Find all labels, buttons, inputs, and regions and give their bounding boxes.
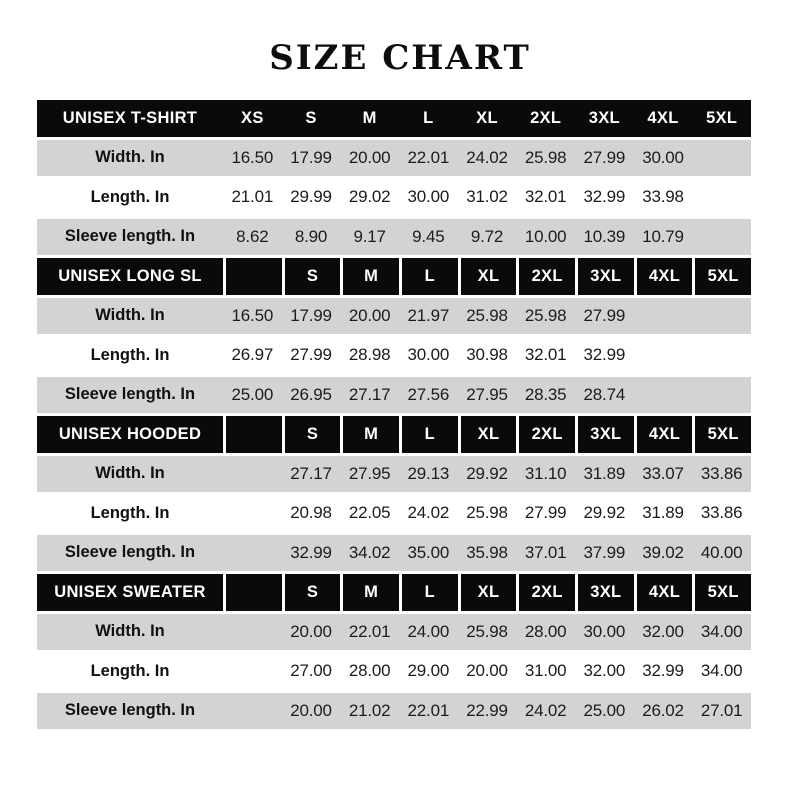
size-header-cell: 5XL — [706, 108, 738, 127]
value-cell: 34.02 — [348, 542, 391, 562]
measurement-row — [37, 219, 751, 256]
row-label-cell: Sleeve length. In — [64, 227, 196, 246]
value-cell: 34.00 — [700, 621, 743, 641]
size-header-cell: S — [285, 258, 341, 295]
value-cell: 9.72 — [470, 226, 504, 246]
row-label-cell: Sleeve length. In — [64, 543, 196, 562]
row-label-cell: Sleeve length. In — [64, 701, 196, 720]
size-header-cell: S — [285, 416, 341, 453]
value-cell: 21.01 — [231, 187, 274, 207]
value-cell: 37.01 — [524, 542, 567, 562]
value-cell: 25.00 — [583, 700, 626, 720]
value-cell: 33.07 — [642, 463, 684, 483]
value-cell: 27.99 — [290, 345, 332, 365]
measurement-row — [37, 337, 751, 374]
size-header-cell: 3XL — [588, 108, 620, 127]
value-cell: 32.00 — [583, 661, 626, 681]
value-cell: 9.45 — [412, 226, 445, 246]
value-cell: 22.99 — [466, 700, 508, 720]
value-cell: 20.00 — [348, 147, 391, 167]
size-header-cell: 4XL — [637, 416, 693, 453]
page-title: SIZE CHART — [269, 38, 531, 78]
value-cell: 24.02 — [407, 503, 450, 523]
row-label-cell: Length. In — [90, 187, 170, 206]
value-cell: 32.00 — [642, 621, 684, 641]
value-cell: 22.01 — [407, 700, 450, 720]
value-cell: 35.98 — [466, 542, 508, 562]
value-cell: 31.89 — [642, 503, 684, 523]
value-cell: 9.17 — [353, 226, 386, 246]
value-cell: 26.97 — [231, 345, 274, 365]
value-cell: 32.01 — [524, 345, 567, 365]
value-cell: 32.99 — [290, 542, 332, 562]
size-header-cell: 2XL — [519, 258, 575, 295]
value-cell: 31.02 — [466, 187, 508, 207]
value-cell: 28.74 — [583, 384, 626, 404]
measurement-row — [37, 614, 751, 651]
value-cell: 30.00 — [583, 621, 626, 641]
measurement-row — [37, 535, 751, 572]
section-title-cell: UNISEX LONG SL — [37, 258, 223, 295]
value-cell: 20.98 — [290, 503, 332, 523]
size-header-cell: XL — [461, 574, 517, 611]
value-cell: 29.00 — [407, 661, 450, 681]
value-cell: 16.50 — [231, 305, 274, 325]
value-cell: 22.01 — [407, 147, 450, 167]
value-cell: 33.86 — [700, 503, 743, 523]
size-header-cell: 3XL — [578, 416, 634, 453]
value-cell: 30.00 — [642, 147, 684, 167]
size-header-cell: 3XL — [578, 258, 634, 295]
value-cell: 26.02 — [642, 700, 684, 720]
size-chart-table — [37, 100, 751, 732]
value-cell: 33.86 — [700, 463, 743, 483]
value-cell: 27.17 — [348, 384, 391, 404]
value-cell: 17.99 — [290, 305, 332, 325]
value-cell: 27.99 — [583, 305, 626, 325]
value-cell: 27.99 — [524, 503, 567, 523]
value-cell: 27.56 — [407, 384, 450, 404]
value-cell: 34.00 — [700, 661, 743, 681]
value-cell: 32.99 — [583, 345, 626, 365]
size-header-cell: 2XL — [519, 416, 575, 453]
value-cell: 27.01 — [700, 700, 743, 720]
value-cell: 20.00 — [290, 621, 332, 641]
size-header-cell: 5XL — [695, 574, 751, 611]
measurement-row — [37, 456, 751, 493]
size-header-cell — [226, 258, 282, 295]
value-cell: 27.95 — [466, 384, 508, 404]
value-cell: 25.98 — [466, 621, 508, 641]
value-cell: 24.00 — [407, 621, 450, 641]
value-cell: 8.62 — [236, 226, 269, 246]
value-cell: 30.00 — [407, 187, 450, 207]
section-header-row — [37, 574, 751, 611]
value-cell: 21.02 — [348, 700, 391, 720]
value-cell: 25.98 — [466, 305, 508, 325]
value-cell: 27.17 — [290, 463, 332, 483]
value-cell: 22.01 — [348, 621, 391, 641]
size-header-cell — [226, 574, 282, 611]
value-cell: 32.99 — [642, 661, 684, 681]
value-cell: 20.00 — [466, 661, 508, 681]
value-cell: 16.50 — [231, 147, 274, 167]
value-cell: 27.99 — [583, 147, 626, 167]
size-header-cell: 2XL — [519, 574, 575, 611]
size-header-cell: M — [343, 574, 399, 611]
size-header-cell: 2XL — [530, 108, 562, 127]
size-header-cell: L — [402, 258, 458, 295]
value-cell: 17.99 — [290, 147, 332, 167]
value-cell: 30.00 — [407, 345, 450, 365]
row-label-cell: Width. In — [95, 622, 165, 641]
value-cell: 30.98 — [466, 345, 508, 365]
value-cell: 25.98 — [466, 503, 508, 523]
size-header-cell: XL — [461, 258, 517, 295]
measurement-row — [37, 693, 751, 730]
value-cell: 21.97 — [407, 305, 450, 325]
value-cell: 25.98 — [524, 305, 567, 325]
size-header-cell: 4XL — [637, 258, 693, 295]
size-header-cell: XL — [461, 416, 517, 453]
row-label-cell: Length. In — [90, 345, 170, 364]
size-header-cell: 4XL — [647, 108, 679, 127]
measurement-row — [37, 140, 751, 177]
section-header-row — [37, 100, 751, 137]
row-label-cell: Width. In — [95, 464, 165, 483]
size-header-cell: XS — [241, 108, 264, 127]
section-title-cell: UNISEX T-SHIRT — [62, 108, 198, 127]
value-cell: 31.00 — [524, 661, 567, 681]
row-label-cell: Length. In — [90, 503, 170, 522]
section-header-row — [37, 258, 751, 295]
value-cell: 10.79 — [642, 226, 684, 246]
size-header-cell: 3XL — [578, 574, 634, 611]
value-cell: 29.92 — [583, 503, 626, 523]
value-cell: 25.98 — [524, 147, 567, 167]
value-cell: 29.02 — [348, 187, 391, 207]
size-header-cell: L — [423, 108, 434, 127]
value-cell: 31.89 — [583, 463, 626, 483]
size-header-cell: M — [343, 416, 399, 453]
value-cell: 27.95 — [348, 463, 391, 483]
row-label-cell: Sleeve length. In — [64, 385, 196, 404]
value-cell: 40.00 — [700, 542, 743, 562]
value-cell: 26.95 — [290, 384, 332, 404]
value-cell: 29.99 — [290, 187, 332, 207]
measurement-row — [37, 298, 751, 335]
value-cell: 37.99 — [583, 542, 626, 562]
value-cell: 20.00 — [348, 305, 391, 325]
value-cell: 39.02 — [642, 542, 684, 562]
value-cell: 8.90 — [294, 226, 328, 246]
measurement-row — [37, 377, 751, 414]
value-cell: 33.98 — [642, 187, 684, 207]
measurement-row — [37, 653, 751, 690]
size-header-cell — [226, 416, 282, 453]
measurement-row — [37, 179, 751, 216]
value-cell: 31.10 — [524, 463, 567, 483]
measurement-row — [37, 495, 751, 532]
size-header-cell: M — [343, 258, 399, 295]
value-cell: 10.39 — [583, 226, 626, 246]
value-cell: 29.92 — [466, 463, 508, 483]
size-header-cell: L — [402, 416, 458, 453]
value-cell: 22.05 — [348, 503, 391, 523]
value-cell: 27.00 — [290, 661, 332, 681]
size-header-cell: L — [402, 574, 458, 611]
size-header-cell: 5XL — [695, 416, 751, 453]
value-cell: 29.13 — [407, 463, 450, 483]
size-header-cell: S — [305, 108, 317, 127]
value-cell: 24.02 — [466, 147, 508, 167]
row-label-cell: Width. In — [95, 148, 165, 167]
section-title-cell: UNISEX HOODED — [37, 416, 223, 453]
section-title-cell: UNISEX SWEATER — [37, 574, 223, 611]
row-label-cell: Width. In — [95, 306, 165, 325]
size-header-cell: XL — [476, 108, 498, 127]
value-cell: 28.00 — [348, 661, 391, 681]
value-cell: 28.98 — [348, 345, 391, 365]
section-header-row — [37, 416, 751, 453]
value-cell: 32.99 — [583, 187, 626, 207]
value-cell: 25.00 — [231, 384, 274, 404]
value-cell: 32.01 — [524, 187, 567, 207]
size-header-cell: M — [362, 108, 377, 127]
row-label-cell: Length. In — [90, 661, 170, 680]
value-cell: 24.02 — [524, 700, 567, 720]
size-header-cell: 4XL — [637, 574, 693, 611]
value-cell: 28.00 — [524, 621, 567, 641]
size-header-cell: S — [285, 574, 341, 611]
value-cell: 10.00 — [524, 226, 567, 246]
value-cell: 20.00 — [290, 700, 332, 720]
value-cell: 28.35 — [524, 384, 567, 404]
size-header-cell: 5XL — [695, 258, 751, 295]
value-cell: 35.00 — [407, 542, 450, 562]
